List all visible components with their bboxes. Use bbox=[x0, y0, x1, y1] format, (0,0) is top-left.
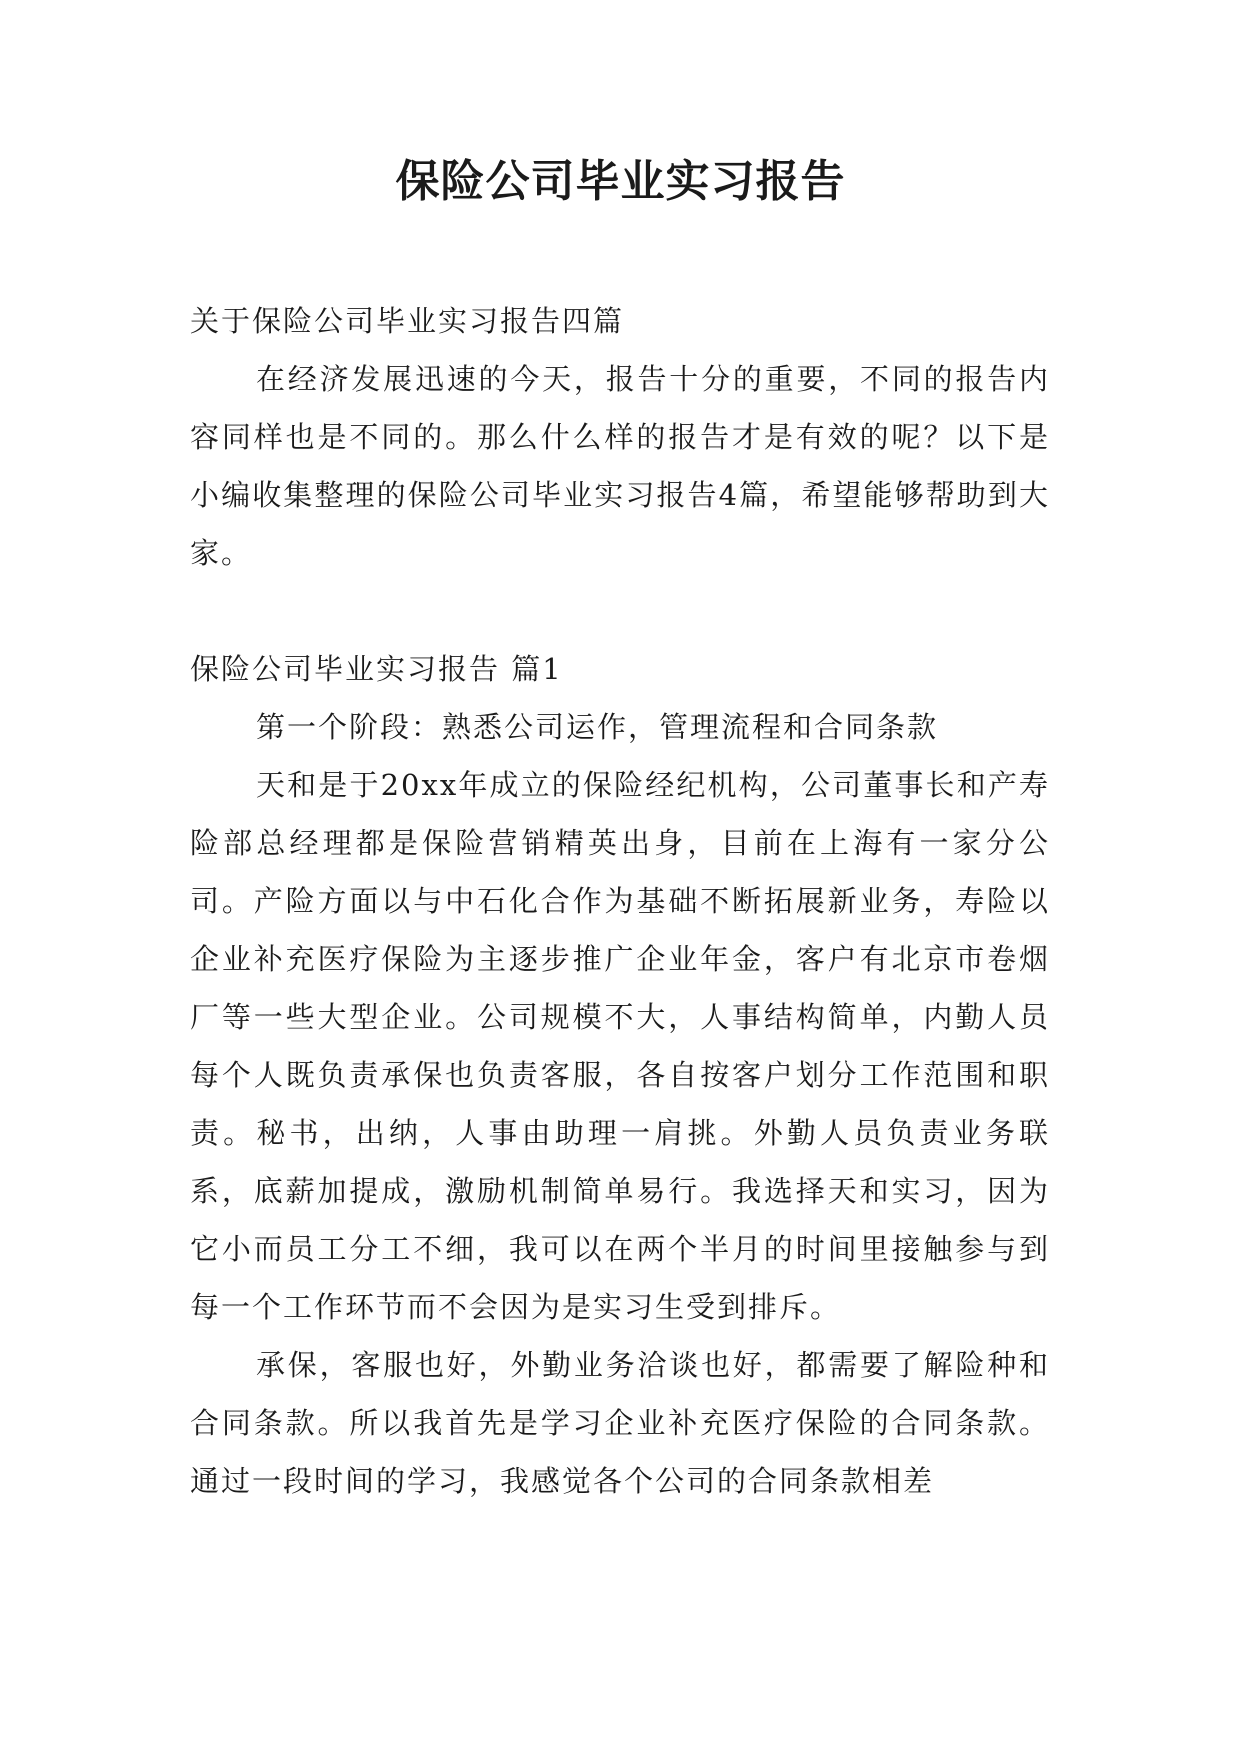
section-1-paragraph-2: 承保，客服也好，外勤业务洽谈也好，都需要了解险种和合同条款。所以我首先是学习企业补充医疗保险的合同条款。通过一段时间的学习，我感觉各个公司的合同条款相差 bbox=[190, 1348, 1050, 1498]
section-1-heading: 保险公司毕业实习报告 篇1 bbox=[190, 652, 563, 686]
section-1-paragraph-1: 天和是于20xx年成立的保险经纪机构，公司董事长和产寿险部总经理都是保险营销精英出身，目前在上海有一家分公司。产险方面以与中石化合作为基础不断拓展新业务，寿险以企业补充医疗保险为主逐步推广企业年金，客户有北京市卷烟厂等一些大型企业。公司规模不大，人事结构简单，内勤人员每个人既负责承保也负责客服，各自按客户划分工作范围和职责。秘书，出纳，人事由助理一肩挑。外勤人员负责业务联系，底薪加提成，激励机制简单易行。我选择天和实习，因为它小而员工分工不细，我可以在两个半月的时间里接触参与到每一个工作环节而不会因为是实习生受到排斥。 bbox=[190, 768, 1050, 1324]
page-title: 保险公司毕业实习报告 bbox=[395, 156, 846, 207]
intro-paragraph: 在经济发展迅速的今天，报告十分的重要，不同的报告内容同样也是不同的。那么什么样的报告才是有效的呢？以下是小编收集整理的保险公司毕业实习报告4篇，希望能够帮助到大家。 bbox=[190, 362, 1050, 570]
section-1-stage-heading: 第一个阶段：熟悉公司运作，管理流程和合同条款 bbox=[256, 710, 939, 744]
intro-heading: 关于保险公司毕业实习报告四篇 bbox=[190, 304, 625, 338]
document-body bbox=[190, 292, 1050, 1510]
